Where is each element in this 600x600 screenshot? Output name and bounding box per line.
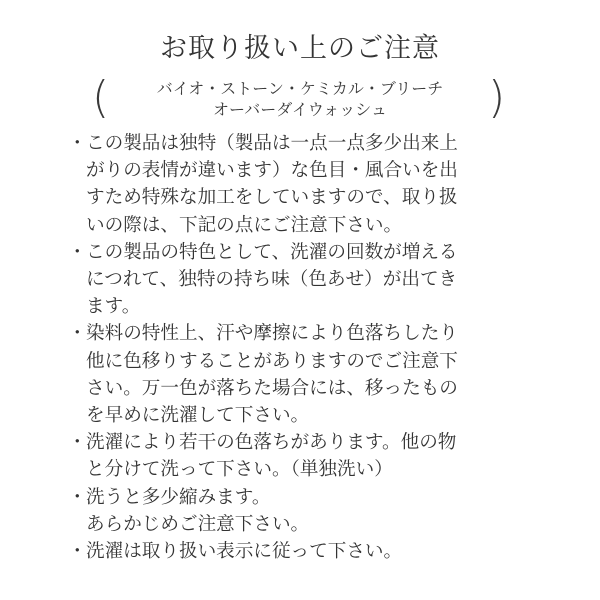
page-title: お取り扱い上のご注意: [160, 33, 440, 64]
note-line: 洗うと多少縮みます。: [86, 486, 271, 508]
note-item: [68, 538, 588, 565]
note-line: と分けて洗って下さい。（単独洗い）: [86, 459, 393, 481]
bullet-marker: ・: [68, 323, 87, 345]
note-line: ます。: [86, 296, 141, 318]
subtitle-line-2: オーバーダイウォッシュ: [213, 100, 387, 119]
note-item: [68, 130, 588, 239]
note-line: さい。万一色が落ちた場合には、移ったもの: [86, 377, 458, 399]
subtitle-close-paren: ): [488, 72, 506, 123]
note-line: 染料の特性上、汗や摩擦により色落ちしたり: [86, 323, 458, 345]
note-line: いの際は、下記の点にご注意下さい。: [86, 214, 403, 236]
note-item: [68, 484, 588, 538]
note-line: この製品は独特（製品は一点一点多少出来上: [86, 133, 458, 154]
note-item: [68, 239, 588, 321]
bullet-marker: ・: [68, 241, 87, 263]
note-line: を早めに洗濯して下さい。: [86, 405, 310, 427]
note-line: すため特殊な加工をしていますので、取り扱: [86, 187, 458, 209]
note-line: 洗濯により若干の色落ちがあります。他の物: [86, 432, 457, 454]
note-line: 洗濯は取り扱い表示に従って下さい。: [86, 541, 403, 563]
notes-list: [68, 130, 588, 565]
note-line: 他に色移りすることがありますのでご注意下: [86, 350, 458, 372]
subtitle-open-paren: (: [92, 72, 110, 123]
note-item: [68, 320, 588, 429]
bullet-marker: ・: [68, 541, 87, 563]
subtitle-line-1: バイオ・ストーン・ケミカル・ブリーチ: [156, 79, 444, 98]
bullet-marker: ・: [68, 133, 87, 154]
note-line: につれて、独特の持ち味（色あせ）が出てき: [86, 269, 458, 291]
note-line: あらかじめご注意下さい。: [86, 513, 310, 535]
bullet-marker: ・: [68, 432, 87, 454]
note-line: がりの表情が違います）な色目・風合いを出: [86, 160, 458, 182]
note-item: [68, 429, 588, 483]
subtitle-block: [0, 72, 600, 126]
bullet-marker: ・: [68, 486, 87, 508]
note-line: この製品の特色として、洗濯の回数が増える: [86, 241, 458, 263]
